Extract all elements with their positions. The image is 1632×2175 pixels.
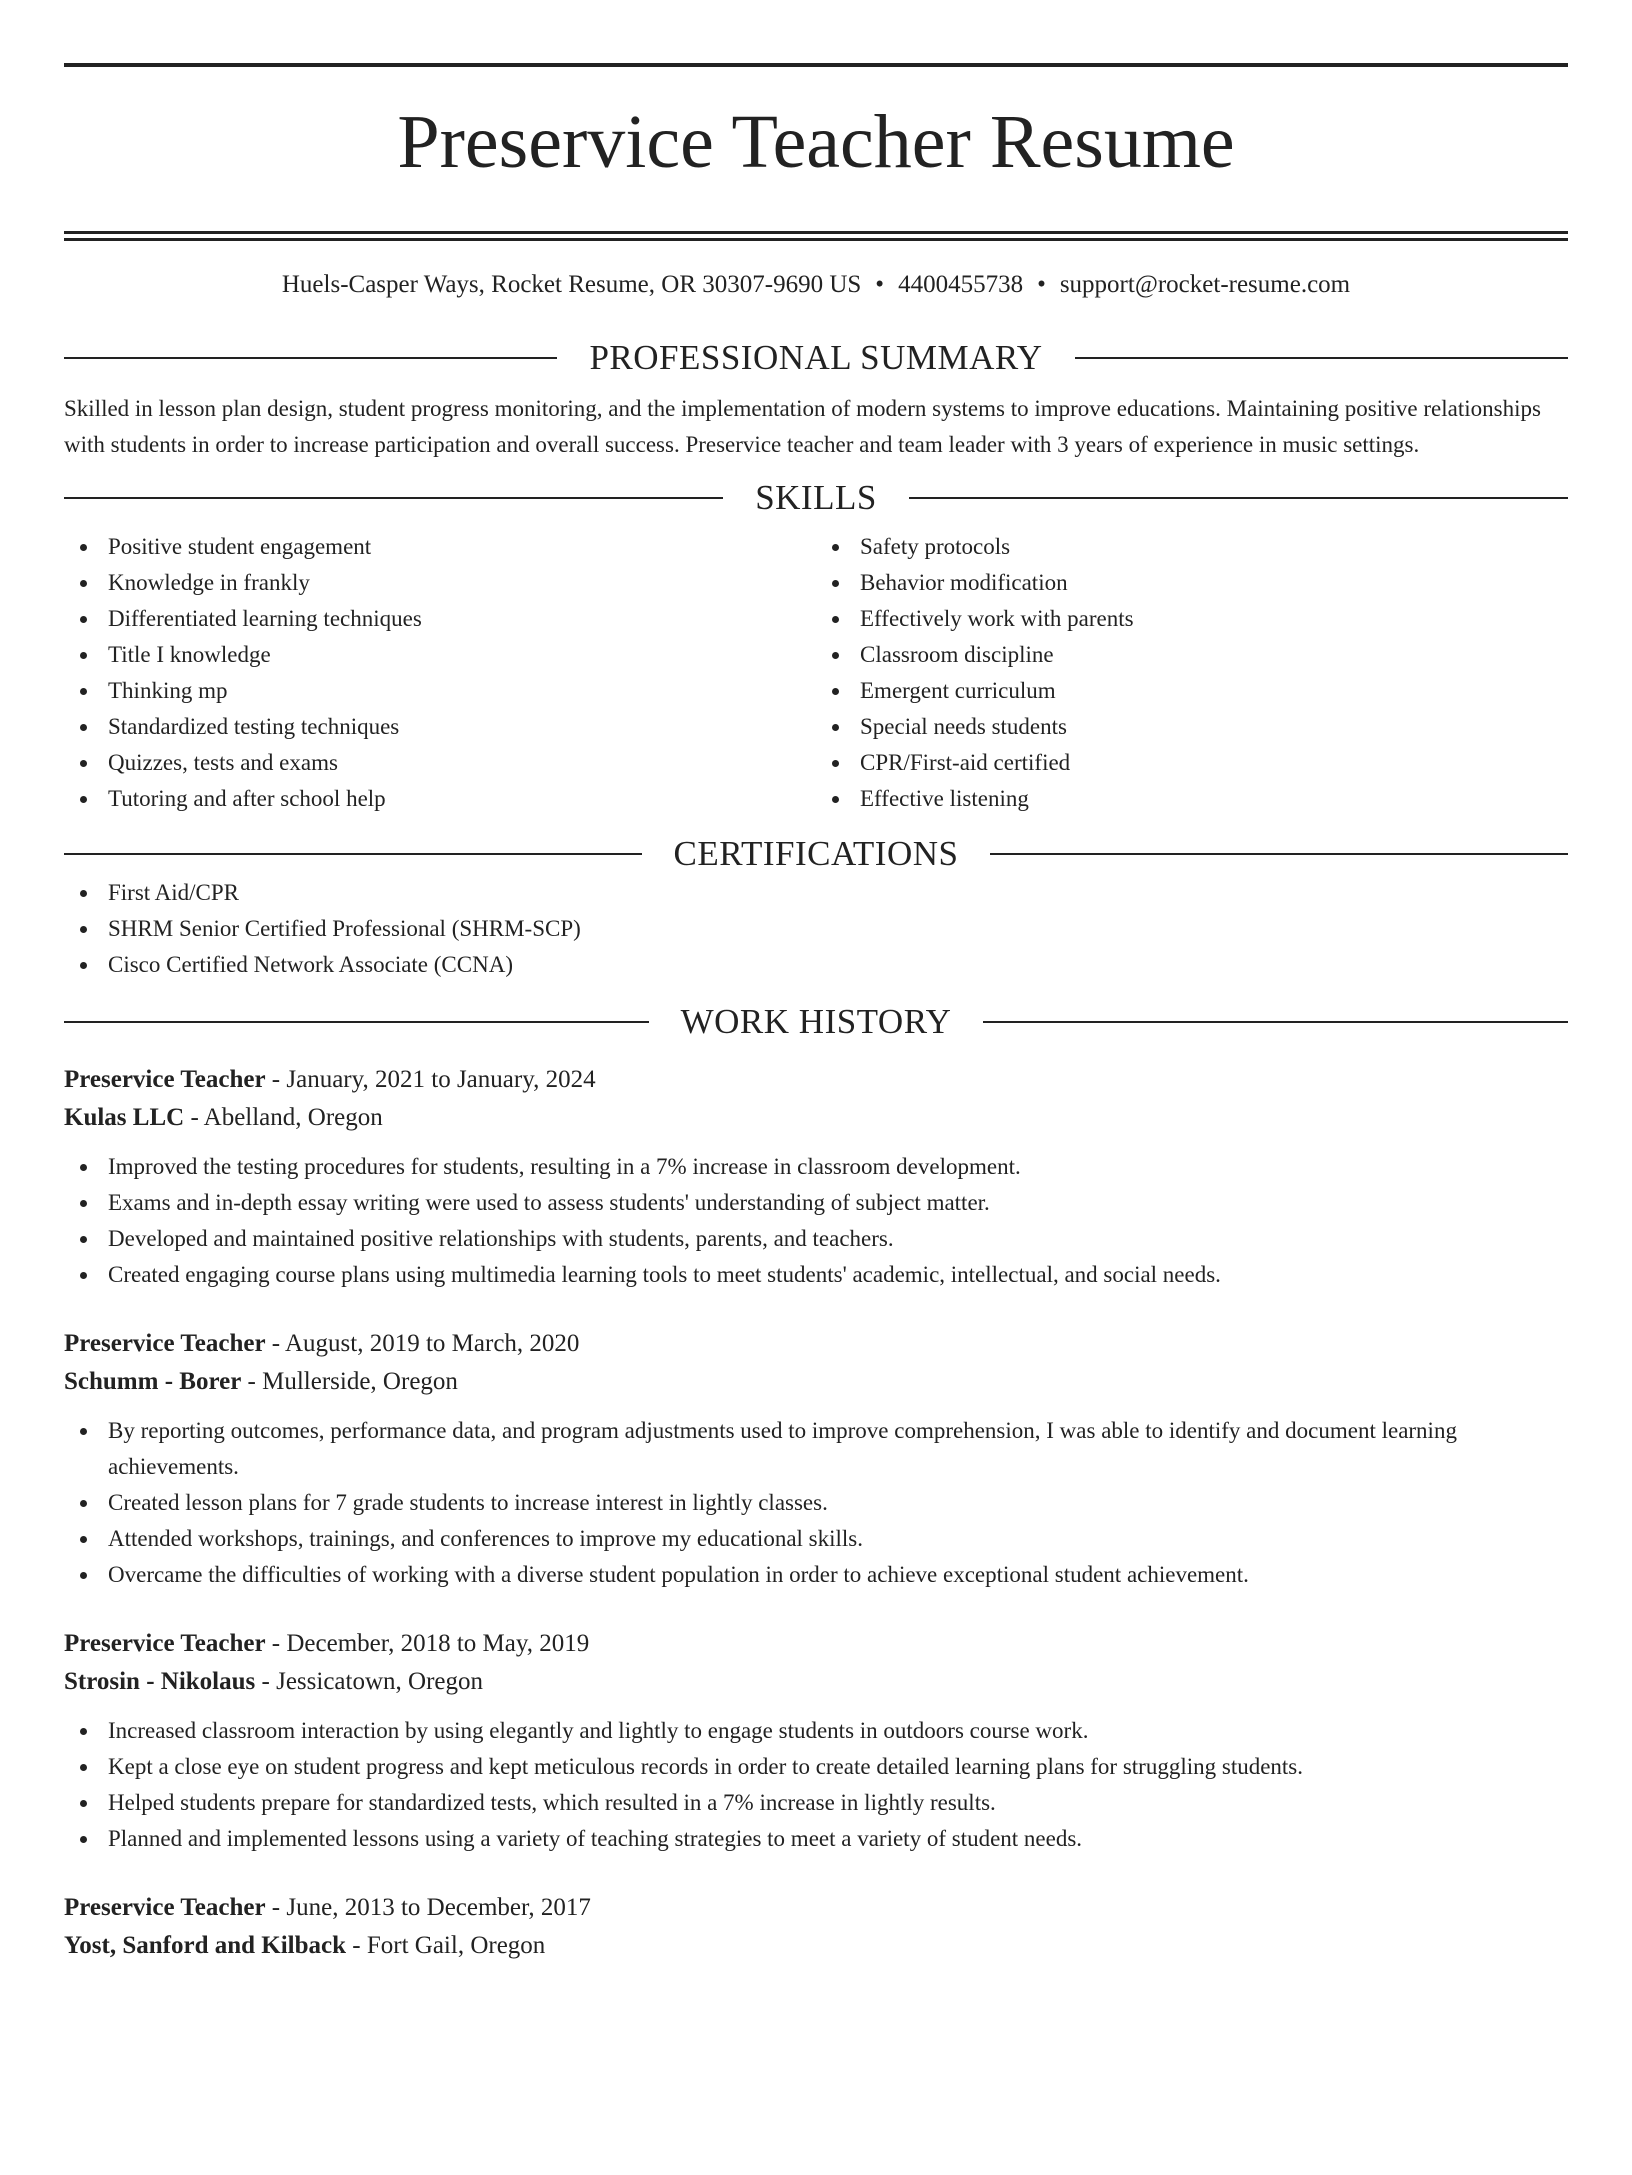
skills-list-right xyxy=(816,529,1568,817)
heading-rule xyxy=(990,853,1568,855)
job-duties-list xyxy=(64,1413,1568,1593)
job-duty-item: Overcame the difficulties of working with a diverse student population in order to achieve exceptional student achievement. xyxy=(64,1557,1568,1593)
certification-item: First Aid/CPR xyxy=(64,875,1568,911)
job-role: Preservice Teacher xyxy=(64,1066,266,1094)
job-dates: - December, 2018 to May, 2019 xyxy=(265,1630,590,1658)
heading-rule xyxy=(909,497,1568,499)
heading-rule xyxy=(983,1021,1568,1023)
skill-item: Differentiated learning techniques xyxy=(64,601,816,637)
skill-item: Tutoring and after school help xyxy=(64,781,816,817)
job-role: Preservice Teacher xyxy=(64,1630,266,1658)
job-duties-list xyxy=(64,1149,1568,1293)
job-entry xyxy=(64,1625,1568,1857)
heading-rule xyxy=(64,1021,649,1023)
certification-item: SHRM Senior Certified Professional (SHRM-SCP) xyxy=(64,911,1568,947)
job-duty-item: Improved the testing procedures for students, resulting in a 7% increase in classroom development. xyxy=(64,1149,1568,1185)
skill-item: Special needs students xyxy=(816,709,1568,745)
contact-separator: • xyxy=(1037,270,1046,298)
work-history-list xyxy=(64,1061,1568,1965)
resume-page xyxy=(0,63,1632,2175)
job-dates: - August, 2019 to March, 2020 xyxy=(265,1330,580,1358)
section-heading-certifications xyxy=(64,833,1568,875)
job-duty-item: Helped students prepare for standardized tests, which resulted in a 7% increase in lightly results. xyxy=(64,1785,1568,1821)
skill-item: CPR/First-aid certified xyxy=(816,745,1568,781)
job-company-line xyxy=(64,1099,1568,1137)
skill-item: Quizzes, tests and exams xyxy=(64,745,816,781)
job-title-line xyxy=(64,1325,1568,1363)
heading-rule xyxy=(64,853,642,855)
section-title: WORK HISTORY xyxy=(680,1002,952,1042)
section-heading-skills xyxy=(64,477,1568,519)
contact-address: Huels-Casper Ways, Rocket Resume, OR 30307-9690 US xyxy=(281,270,862,298)
job-duty-item: Increased classroom interaction by using elegantly and lightly to engage students in outdoors course work. xyxy=(64,1713,1568,1749)
job-duty-item: Exams and in-depth essay writing were used to assess students' understanding of subject matter. xyxy=(64,1185,1568,1221)
job-company-line xyxy=(64,1927,1568,1965)
heading-rule xyxy=(64,357,557,359)
job-entry xyxy=(64,1325,1568,1593)
job-company: Strosin - Nikolaus xyxy=(64,1668,256,1696)
skill-item: Emergent curriculum xyxy=(816,673,1568,709)
contact-phone: 4400455738 xyxy=(898,270,1024,298)
heading-rule xyxy=(64,497,723,499)
title-double-rule xyxy=(64,231,1568,241)
job-title-line xyxy=(64,1625,1568,1663)
job-duty-item: Created lesson plans for 7 grade students to increase interest in lightly classes. xyxy=(64,1485,1568,1521)
certification-item: Cisco Certified Network Associate (CCNA) xyxy=(64,947,1568,983)
job-duty-item: Attended workshops, trainings, and conferences to improve my educational skills. xyxy=(64,1521,1568,1557)
section-title: SKILLS xyxy=(755,478,877,518)
heading-rule xyxy=(1075,357,1568,359)
job-title-line xyxy=(64,1061,1568,1099)
contact-line xyxy=(64,269,1568,302)
job-entry xyxy=(64,1061,1568,1293)
section-heading-work-history xyxy=(64,1001,1568,1043)
job-entry xyxy=(64,1889,1568,1965)
job-company-line xyxy=(64,1663,1568,1701)
summary-text: Skilled in lesson plan design, student progress monitoring, and the implementation of modern systems to improve educations. Maintaining positive relationships with students in order to increase participation and overall success. Preservice teacher and team leader with 3 years of experience in music settings. xyxy=(64,396,1541,458)
skills-list-left xyxy=(64,529,816,817)
skill-item: Behavior modification xyxy=(816,565,1568,601)
contact-separator: • xyxy=(875,270,885,298)
job-duty-item: Planned and implemented lessons using a variety of teaching strategies to meet a variety of student needs. xyxy=(64,1821,1568,1857)
job-role: Preservice Teacher xyxy=(64,1894,266,1922)
skill-item: Knowledge in frankly xyxy=(64,565,816,601)
skill-item: Classroom discipline xyxy=(816,637,1568,673)
section-title: PROFESSIONAL SUMMARY xyxy=(589,338,1043,378)
skill-item: Thinking mp xyxy=(64,673,816,709)
skill-item: Effective listening xyxy=(816,781,1568,817)
section-heading-summary xyxy=(64,337,1568,379)
job-location: - Abelland, Oregon xyxy=(184,1104,383,1132)
job-title-line xyxy=(64,1889,1568,1927)
job-company: Yost, Sanford and Kilback xyxy=(64,1932,347,1960)
job-duties-list xyxy=(64,1713,1568,1857)
job-duty-item: Created engaging course plans using multimedia learning tools to meet students' academic, intellectual, and social needs. xyxy=(64,1257,1568,1293)
job-location: - Jessicatown, Oregon xyxy=(255,1668,483,1696)
job-role: Preservice Teacher xyxy=(64,1330,266,1358)
certifications-list xyxy=(64,875,1568,983)
section-title: CERTIFICATIONS xyxy=(673,834,959,874)
job-duty-item: By reporting outcomes, performance data, and program adjustments used to improve comprehension, I was able to identify and document learning achievements. xyxy=(64,1413,1568,1485)
job-duty-item: Developed and maintained positive relationships with students, parents, and teachers. xyxy=(64,1221,1568,1257)
skills-columns xyxy=(64,529,1568,817)
skill-item: Standardized testing techniques xyxy=(64,709,816,745)
job-location: - Fort Gail, Oregon xyxy=(346,1932,546,1960)
skill-item: Safety protocols xyxy=(816,529,1568,565)
job-dates: - January, 2021 to January, 2024 xyxy=(265,1066,596,1094)
job-company: Schumm - Borer xyxy=(64,1368,242,1396)
skill-item: Title I knowledge xyxy=(64,637,816,673)
skill-item: Effectively work with parents xyxy=(816,601,1568,637)
document-title: Preservice Teacher Resume xyxy=(397,100,1235,184)
job-company: Kulas LLC xyxy=(64,1104,185,1132)
contact-email: support@rocket-resume.com xyxy=(1059,270,1351,298)
job-company-line xyxy=(64,1363,1568,1401)
skill-item: Positive student engagement xyxy=(64,529,816,565)
job-location: - Mullerside, Oregon xyxy=(241,1368,458,1396)
job-duty-item: Kept a close eye on student progress and kept meticulous records in order to create detailed learning plans for struggling students. xyxy=(64,1749,1568,1785)
job-dates: - June, 2013 to December, 2017 xyxy=(265,1894,591,1922)
top-rule xyxy=(64,63,1568,67)
